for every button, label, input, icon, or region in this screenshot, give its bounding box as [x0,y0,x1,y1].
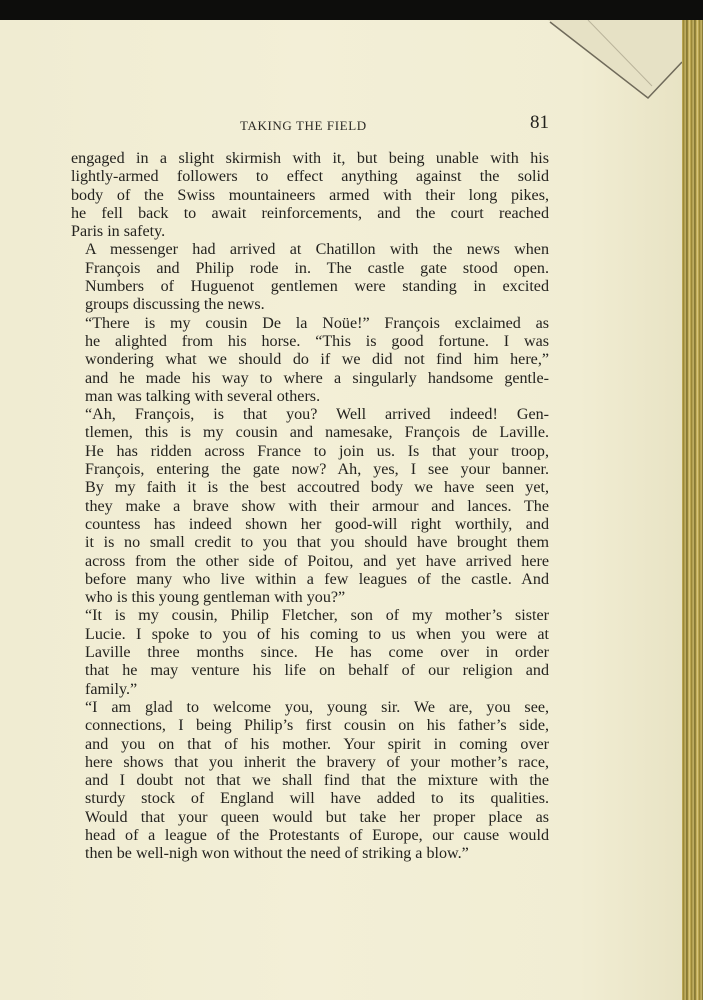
text-line: François and Philip rode in. The castle gate stood open. [85,259,549,277]
page-number: 81 [530,112,549,133]
text-line: here shows that you inherit the bravery of your mother’s race, [85,753,549,771]
text-line: sturdy stock of England will have added to its qualities. [85,790,549,808]
text-line: He has ridden across France to join us. Is that your troop, [85,442,549,460]
text-line: groups discussing the news. [85,296,265,314]
page-header [0,96,682,132]
text-line: and he made his way to where a singularly handsome gentle- [85,369,549,387]
text-line: who is this young gentleman with you?” [85,589,346,607]
text-line: “Ah, François, is that you? Well arrived indeed! Gen- [85,406,549,424]
text-line: lightly-armed followers to effect anything against the solid [71,168,549,186]
text-line: engaged in a slight skirmish with it, but being unable with his [71,150,549,167]
text-line: Would that your queen would but take her proper place as [85,808,549,826]
text-line: Numbers of Huguenot gentlemen were standing in excited [85,278,549,296]
folded-corner [548,20,682,102]
paragraph [71,699,549,864]
paragraph [71,607,549,698]
text-line: tlemen, this is my cousin and namesake, François de Laville. [85,424,549,442]
text-line: “It is my cousin, Philip Fletcher, son of my mother’s sister [85,607,549,625]
text-line: “There is my cousin De la Noüe!” François exclaimed as [85,314,549,332]
text-line: man was talking with several others. [85,387,321,405]
text-line: and I doubt not that we shall find that the mixture with the [85,772,549,790]
body-text [71,150,549,864]
text-line: head of a league of the Protestants of Europe, our cause would [85,826,549,844]
text-line: A messenger had arrived at Chatillon with the news when [85,241,549,259]
text-line: he alighted from his horse. “This is good fortune. I was [85,332,549,350]
text-line: body of the Swiss mountaineers armed with their long pikes, [71,186,549,204]
text-line: countess has indeed shown her good-will right worthily, and [85,515,549,533]
text-line: Paris in safety. [71,223,166,241]
text-line: across from the other side of Poitou, and yet have arrived here [85,552,549,570]
text-line: they make a brave show with their armour and lances. The [85,497,549,515]
page-edges [682,20,703,1000]
paragraph [71,406,549,607]
text-line: and you on that of his mother. Your spirit in coming over [85,735,549,753]
text-line: it is no small credit to you that you should have brought them [85,534,549,552]
text-line: then be well-nigh won without the need of striking a blow.” [85,845,469,863]
text-line: before many who live within a few leagues of the castle. And [85,570,549,588]
text-line: connections, I being Philip’s first cousin on his father’s side, [85,717,549,735]
paragraph [71,241,549,314]
text-line: family.” [85,680,138,698]
text-line: By my faith it is the best accoutred body we have seen yet, [85,479,549,497]
text-line: Lucie. I spoke to you of his coming to us when you were at [85,625,549,643]
text-line: that he may venture his life on behalf of our religion and [85,662,549,680]
text-line: Laville three months since. He has come over in order [85,644,549,662]
running-title: TAKING THE FIELD [240,118,367,133]
paragraph [71,315,549,406]
text-line: “I am glad to welcome you, young sir. We are, you see, [85,698,549,716]
text-line: wondering what we should do if we did not find him here,” [85,351,549,369]
text-line: François, entering the gate now? Ah, yes, I see your banner. [85,461,549,479]
text-line: he fell back to await reinforcements, and the court reached [71,204,549,222]
paragraph [71,150,549,241]
